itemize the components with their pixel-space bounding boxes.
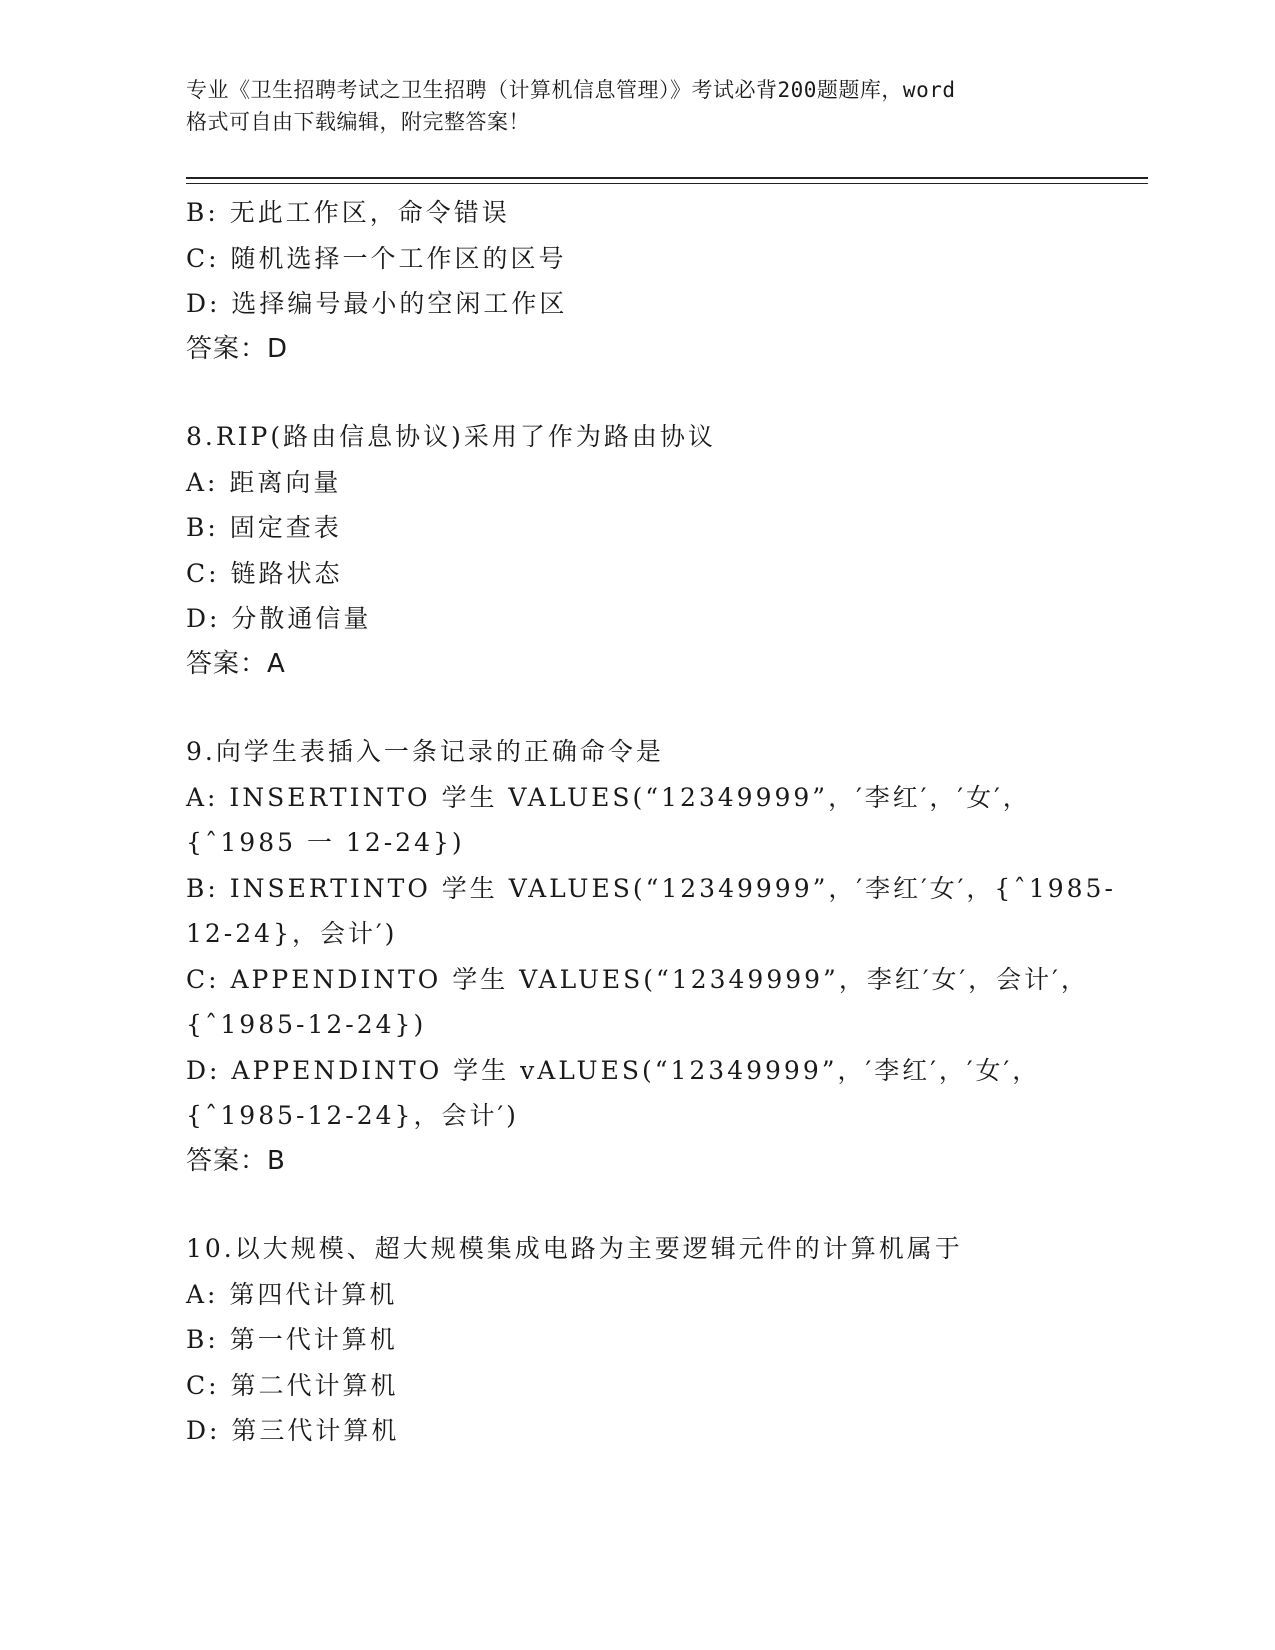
header-rule-thin xyxy=(186,183,1148,184)
header-line-2: 格式可自由下载编辑，附完整答案！ xyxy=(186,110,530,134)
question-8 xyxy=(186,414,1086,687)
document-header xyxy=(186,74,1086,138)
question-stem: 9.向学生表插入一条记录的正确命令是 xyxy=(186,737,664,766)
option-c: C: 第二代计算机 xyxy=(186,1370,399,1400)
option-c-continued: {ˆ1985-12-24}) xyxy=(186,1010,427,1039)
option-b-continued: 12-24}，会计′) xyxy=(186,919,398,948)
answer-line: 答案：D xyxy=(186,333,289,364)
header-line-1: 专业《卫生招聘考试之卫生招聘（计算机信息管理）》考试必背200题题库，word xyxy=(186,78,956,102)
option-b: B: 固定查表 xyxy=(186,513,342,542)
option-a: A: 距离向量 xyxy=(186,467,342,497)
option-b: B: 无此工作区，命令错误 xyxy=(186,198,510,227)
option-a-continued: {ˆ1985 一 12-24}) xyxy=(186,828,465,857)
option-d: D: 分散通信量 xyxy=(186,604,372,633)
option-d: D: 选择编号最小的空闲工作区 xyxy=(186,289,568,318)
question-list xyxy=(186,190,1116,1454)
option-a: A: 第四代计算机 xyxy=(186,1279,398,1309)
question-7-fragment xyxy=(186,190,1086,372)
option-c: C: 链路状态 xyxy=(186,558,343,588)
option-b: B: 第一代计算机 xyxy=(186,1325,398,1354)
answer-line: 答案：B xyxy=(186,1145,286,1176)
answer-line: 答案：A xyxy=(186,648,286,679)
header-rule-thick xyxy=(186,177,1148,179)
option-a: A: INSERTINTO 学生 VALUES(“12349999”，′李红′，′女′， xyxy=(186,782,1031,812)
option-c: C: 随机选择一个工作区的区号 xyxy=(186,243,567,273)
option-b: B: INSERTINTO 学生 VALUES(“12349999”，′李红′女′，{ˆ1985- xyxy=(186,873,1116,903)
question-10 xyxy=(186,1226,1086,1454)
option-d: D: 第三代计算机 xyxy=(186,1416,400,1445)
question-stem: 10.以大规模、超大规模集成电路为主要逻辑元件的计算机属于 xyxy=(186,1234,963,1263)
option-d: D: APPENDINTO 学生 vALUES(“12349999”，′李红′，′女′， xyxy=(186,1055,1041,1085)
question-9 xyxy=(186,729,1116,1184)
option-c: C: APPENDINTO 学生 VALUES(“12349999”，李红′女′，会计′， xyxy=(186,964,1089,994)
question-stem: 8.RIP(路由信息协议)采用了作为路由协议 xyxy=(186,422,716,451)
option-d-continued: {ˆ1985-12-24}，会计′) xyxy=(186,1101,519,1130)
